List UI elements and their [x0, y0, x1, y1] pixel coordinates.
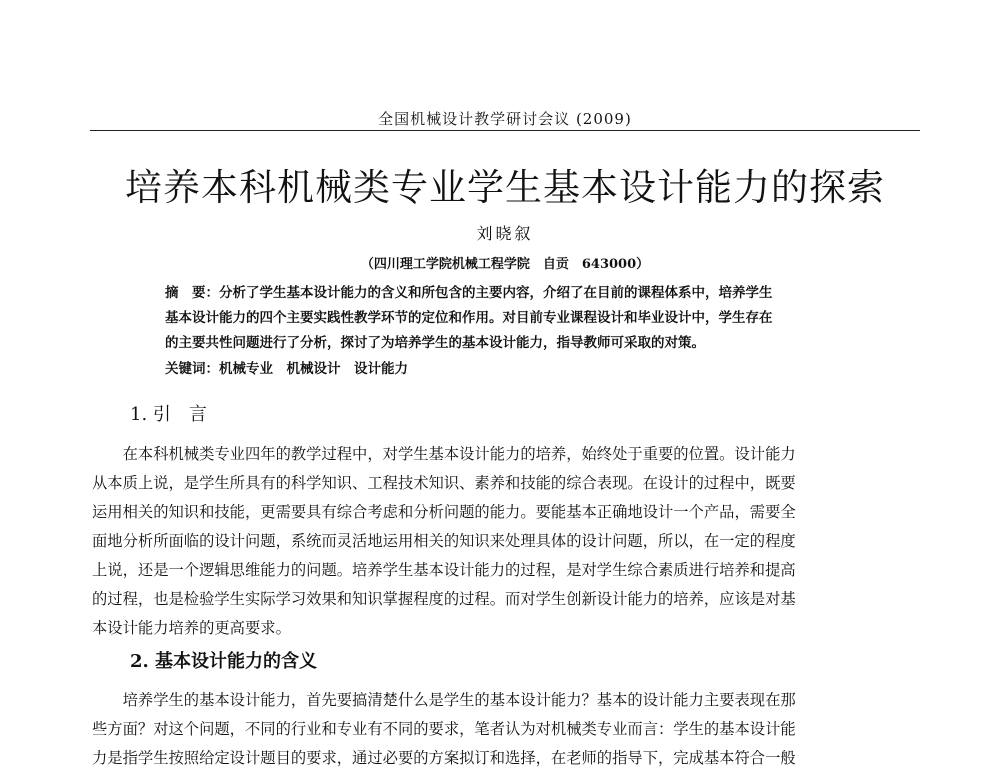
abstract-line: 摘 要：分析了学生基本设计能力的含义和所包含的主要内容，介绍了在目前的课程体系中，培养学生 [165, 285, 773, 301]
body-line: 面地分析所面临的设计问题，系统而灵活地运用相关的知识来处理具体的设计问题，所以，在一定的程度 [92, 532, 796, 550]
keywords: 关键词：机械专业 机械设计 设计能力 [165, 361, 408, 377]
header-rule [90, 130, 920, 131]
author-name: 刘晓叙 [476, 224, 534, 243]
body-line: 培养学生的基本设计能力，首先要搞清楚什么是学生的基本设计能力？基本的设计能力主要表现在那 [92, 691, 796, 709]
author-affiliation: （四川理工学院机械工程学院 自贡 643000） [360, 257, 650, 272]
paper-title: 培养本科机械类专业学生基本设计能力的探索 [125, 166, 885, 209]
running-header: 全国机械设计教学研讨会议 (2009) [378, 110, 632, 128]
abstract [165, 281, 865, 356]
section-heading-introduction: 1. 引 言 [130, 404, 207, 425]
body-line: 的过程，也是检验学生实际学习效果和知识掌握程度的过程。而对学生创新设计能力的培养，应该是对基 [92, 590, 796, 608]
body-line: 力是指学生按照给定设计题目的要求，通过必要的方案拟订和选择，在老师的指导下，完成基本符合一般 [92, 749, 796, 767]
body-line: 本设计能力培养的更高要求。 [92, 619, 291, 637]
abstract-line: 基本设计能力的四个主要实践性教学环节的定位和作用。对目前专业课程设计和毕业设计中，学生存在 [165, 310, 773, 326]
abstract-line: 的主要共性问题进行了分析，探讨了为培养学生的基本设计能力，指导教师可采取的对策。 [165, 335, 705, 351]
section-heading-design-ability: 2. 基本设计能力的含义 [130, 651, 318, 672]
section-body-introduction [92, 440, 918, 643]
body-line: 运用相关的知识和技能，更需要具有综合考虑和分析问题的能力。要能基本正确地设计一个产品，需要全 [92, 503, 796, 521]
body-line: 些方面？对这个问题，不同的行业和专业有不同的要求，笔者认为对机械类专业而言：学生的基本设计能 [92, 720, 796, 738]
body-line: 在本科机械类专业四年的教学过程中，对学生基本设计能力的培养，始终处于重要的位置。设计能力 [92, 445, 796, 463]
body-line: 从本质上说，是学生所具有的科学知识、工程技术知识、素养和技能的综合表现。在设计的过程中，既要 [92, 474, 796, 492]
body-line: 上说，还是一个逻辑思维能力的问题。培养学生基本设计能力的过程，是对学生综合素质进行培养和提高 [92, 561, 796, 579]
